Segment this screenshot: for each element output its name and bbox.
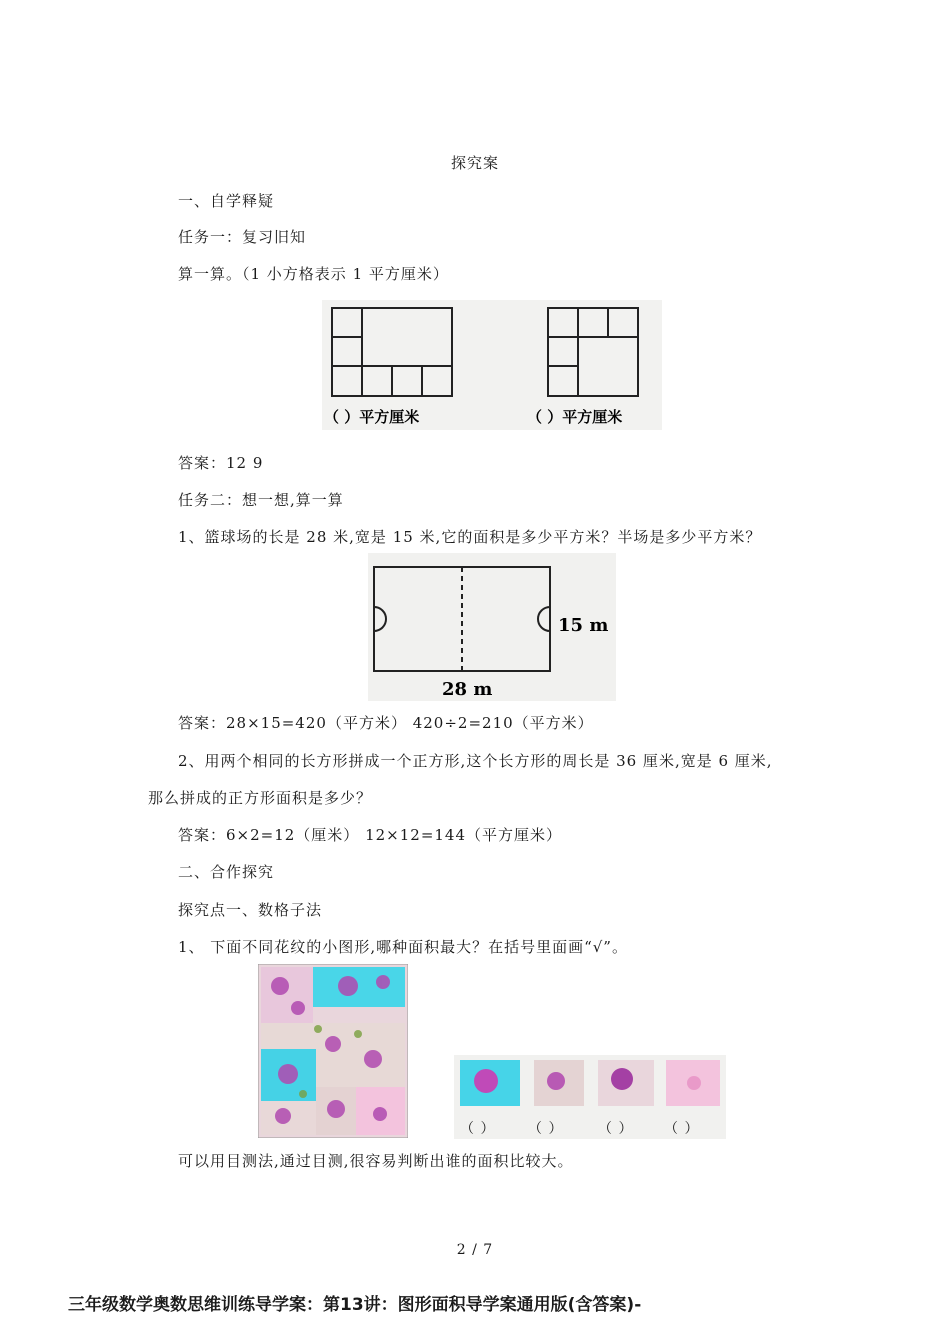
- section1-heading: 一、自学释疑: [178, 192, 275, 210]
- task2-answer2: 答案：6×2=12（厘米） 12×12=144（平方厘米）: [178, 826, 563, 844]
- grid-area-figure: [322, 300, 662, 430]
- task2-question2-line2: 那么拼成的正方形面积是多少？: [148, 789, 373, 807]
- task1-heading: 任务一：复习旧知: [178, 228, 307, 246]
- choice-1-bracket[interactable]: （ ）: [460, 1121, 496, 1137]
- document-title-footer: 三年级数学奥数思维训练导学案：第13讲：图形面积导学案通用版(含答案)-: [68, 1295, 642, 1315]
- task1-instruction: 算一算。（1 小方格表示 1 平方厘米）: [178, 265, 449, 283]
- section2-conclusion: 可以用目测法,通过目测,很容易判断出谁的面积比较大。: [178, 1152, 574, 1170]
- page-number: 2 / 7: [456, 1242, 494, 1258]
- explore-point1: 探究点一、数格子法: [178, 901, 323, 919]
- choice-2-bracket[interactable]: （ ）: [528, 1121, 564, 1137]
- court-length-label: 28 m: [442, 679, 493, 700]
- task2-question1: 1、篮球场的长是 28 米,宽是 15 米,它的面积是多少平方米？半场是多少平方米？: [178, 528, 762, 546]
- floral-patchwork-figure: [258, 964, 408, 1138]
- section2-question1: 1、 下面不同花纹的小图形,哪种面积最大？在括号里面画“√”。: [178, 938, 628, 956]
- task2-heading: 任务二：想一想,算一算: [178, 491, 344, 509]
- choice-4-bracket[interactable]: （ ）: [664, 1121, 700, 1137]
- section2-heading: 二、合作探究: [178, 863, 275, 881]
- left-area-label: （ ）平方厘米: [324, 408, 420, 426]
- task2-answer1: 答案：28×15=420（平方米） 420÷2=210（平方米）: [178, 714, 594, 732]
- task1-answer: 答案：12 9: [178, 454, 264, 472]
- basketball-court-figure: [368, 553, 616, 701]
- task2-question2-line1: 2、用两个相同的长方形拼成一个正方形,这个长方形的周长是 36 厘米,宽是 6 厘米,: [178, 752, 773, 770]
- choice-3-bracket[interactable]: （ ）: [598, 1121, 634, 1137]
- page-title: 探究案: [450, 154, 499, 172]
- court-width-label: 15 m: [558, 615, 609, 636]
- right-area-label: （ ）平方厘米: [527, 408, 623, 426]
